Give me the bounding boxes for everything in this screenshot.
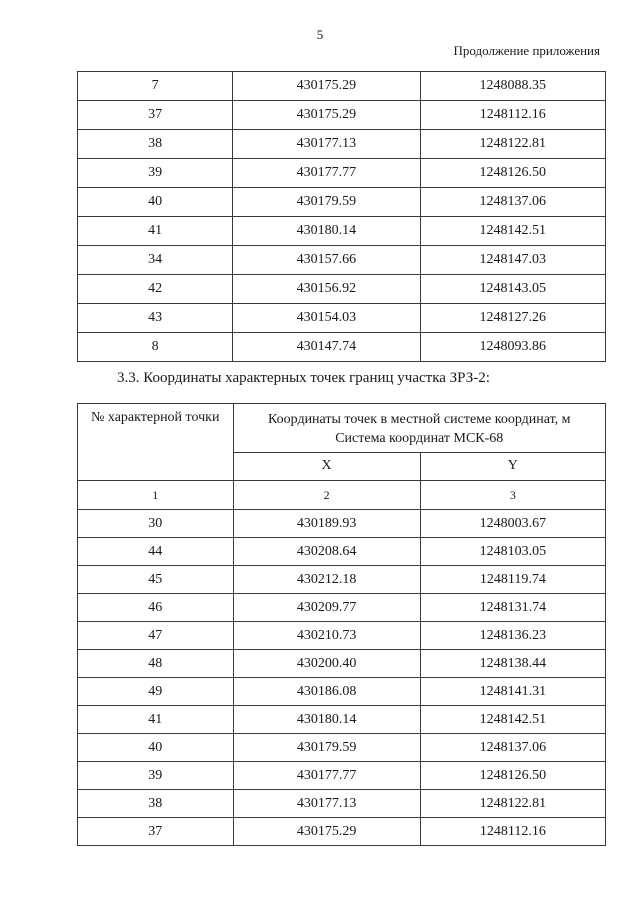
x-coordinate-cell: 430212.18 [233, 566, 420, 594]
y-coordinate-cell: 1248138.44 [420, 650, 605, 678]
y-coordinate-cell: 1248119.74 [420, 566, 605, 594]
y-coordinate-cell: 1248126.50 [420, 159, 605, 188]
table-row [78, 333, 606, 362]
header-row [78, 404, 606, 453]
y-coordinate-cell: 1248093.86 [420, 333, 605, 362]
table-row [78, 72, 606, 101]
table-bottom-body [78, 510, 606, 846]
y-coordinate-cell: 1248136.23 [420, 622, 605, 650]
coordinates-table-zrz-2 [77, 403, 606, 846]
x-coordinate-cell: 430175.29 [233, 72, 420, 101]
table-row [78, 188, 606, 217]
y-coordinate-cell: 1248141.31 [420, 678, 605, 706]
table-row [78, 790, 606, 818]
column-number: 2 [233, 481, 420, 510]
table-row [78, 304, 606, 333]
header-coordinates [233, 404, 606, 453]
table-row [78, 217, 606, 246]
point-number-cell: 42 [78, 275, 233, 304]
y-coordinate-cell: 1248142.51 [420, 217, 605, 246]
header-y: Y [420, 452, 605, 480]
column-number: 3 [420, 481, 605, 510]
y-coordinate-cell: 1248126.50 [420, 762, 605, 790]
y-coordinate-cell: 1248142.51 [420, 706, 605, 734]
point-number-cell: 8 [78, 333, 233, 362]
x-coordinate-cell: 430177.77 [233, 762, 420, 790]
point-number-cell: 39 [78, 159, 233, 188]
x-coordinate-cell: 430209.77 [233, 594, 420, 622]
table-top-body [78, 72, 606, 362]
x-coordinate-cell: 430186.08 [233, 678, 420, 706]
table-row [78, 130, 606, 159]
table-row [78, 622, 606, 650]
x-coordinate-cell: 430156.92 [233, 275, 420, 304]
point-number-cell: 43 [78, 304, 233, 333]
y-coordinate-cell: 1248103.05 [420, 538, 605, 566]
x-coordinate-cell: 430179.59 [233, 734, 420, 762]
point-number-cell: 49 [78, 678, 234, 706]
table-row [78, 246, 606, 275]
point-number-cell: 40 [78, 734, 234, 762]
y-coordinate-cell: 1248122.81 [420, 130, 605, 159]
y-coordinate-cell: 1248137.06 [420, 734, 605, 762]
x-coordinate-cell: 430157.66 [233, 246, 420, 275]
table-row [78, 275, 606, 304]
x-coordinate-cell: 430177.13 [233, 130, 420, 159]
x-coordinate-cell: 430175.29 [233, 101, 420, 130]
table-row [78, 594, 606, 622]
x-coordinate-cell: 430179.59 [233, 188, 420, 217]
column-number: 1 [78, 481, 234, 510]
y-coordinate-cell: 1248003.67 [420, 510, 605, 538]
point-number-cell: 34 [78, 246, 233, 275]
y-coordinate-cell: 1248088.35 [420, 72, 605, 101]
table-row [78, 734, 606, 762]
column-number-row [78, 481, 606, 510]
x-coordinate-cell: 430147.74 [233, 333, 420, 362]
coordinates-table-continued [77, 71, 606, 362]
x-coordinate-cell: 430180.14 [233, 706, 420, 734]
table-row [78, 510, 606, 538]
page-number: 5 [316, 27, 324, 42]
point-number-cell: 44 [78, 538, 234, 566]
table-row [78, 566, 606, 594]
point-number-cell: 41 [78, 706, 234, 734]
point-number-cell: 41 [78, 217, 233, 246]
y-coordinate-cell: 1248127.26 [420, 304, 605, 333]
point-number-cell: 7 [78, 72, 233, 101]
table-row [78, 762, 606, 790]
point-number-cell: 39 [78, 762, 234, 790]
point-number-cell: 45 [78, 566, 234, 594]
continuation-label: Продолжение приложения [453, 43, 600, 58]
point-number-cell: 37 [78, 101, 233, 130]
x-coordinate-cell: 430154.03 [233, 304, 420, 333]
x-coordinate-cell: 430208.64 [233, 538, 420, 566]
point-number-cell: 47 [78, 622, 234, 650]
x-coordinate-cell: 430210.73 [233, 622, 420, 650]
point-number-cell: 37 [78, 818, 234, 846]
x-coordinate-cell: 430180.14 [233, 217, 420, 246]
point-number-cell: 46 [78, 594, 234, 622]
point-number-cell: 40 [78, 188, 233, 217]
table-row [78, 159, 606, 188]
y-coordinate-cell: 1248112.16 [420, 101, 605, 130]
point-number-cell: 38 [78, 130, 233, 159]
section-heading: 3.3. Координаты характерных точек границ участка ЗРЗ-2: [117, 370, 490, 386]
table-row [78, 818, 606, 846]
y-coordinate-cell: 1248122.81 [420, 790, 605, 818]
table-bottom-header [78, 404, 606, 510]
y-coordinate-cell: 1248131.74 [420, 594, 605, 622]
header-coordinates-line1: Координаты точек в местной системе координат, м [267, 411, 571, 427]
x-coordinate-cell: 430177.77 [233, 159, 420, 188]
header-point-number: № характерной точки [78, 404, 234, 481]
y-coordinate-cell: 1248147.03 [420, 246, 605, 275]
header-coordinates-line2: Система координат МСК-68 [335, 430, 504, 446]
x-coordinate-cell: 430200.40 [233, 650, 420, 678]
table-row [78, 678, 606, 706]
table-row [78, 706, 606, 734]
table-row [78, 101, 606, 130]
point-number-cell: 48 [78, 650, 234, 678]
x-coordinate-cell: 430175.29 [233, 818, 420, 846]
y-coordinate-cell: 1248112.16 [420, 818, 605, 846]
table-row [78, 538, 606, 566]
x-coordinate-cell: 430189.93 [233, 510, 420, 538]
point-number-cell: 38 [78, 790, 234, 818]
y-coordinate-cell: 1248143.05 [420, 275, 605, 304]
table-row [78, 650, 606, 678]
y-coordinate-cell: 1248137.06 [420, 188, 605, 217]
x-coordinate-cell: 430177.13 [233, 790, 420, 818]
header-x: X [233, 452, 420, 480]
point-number-cell: 30 [78, 510, 234, 538]
